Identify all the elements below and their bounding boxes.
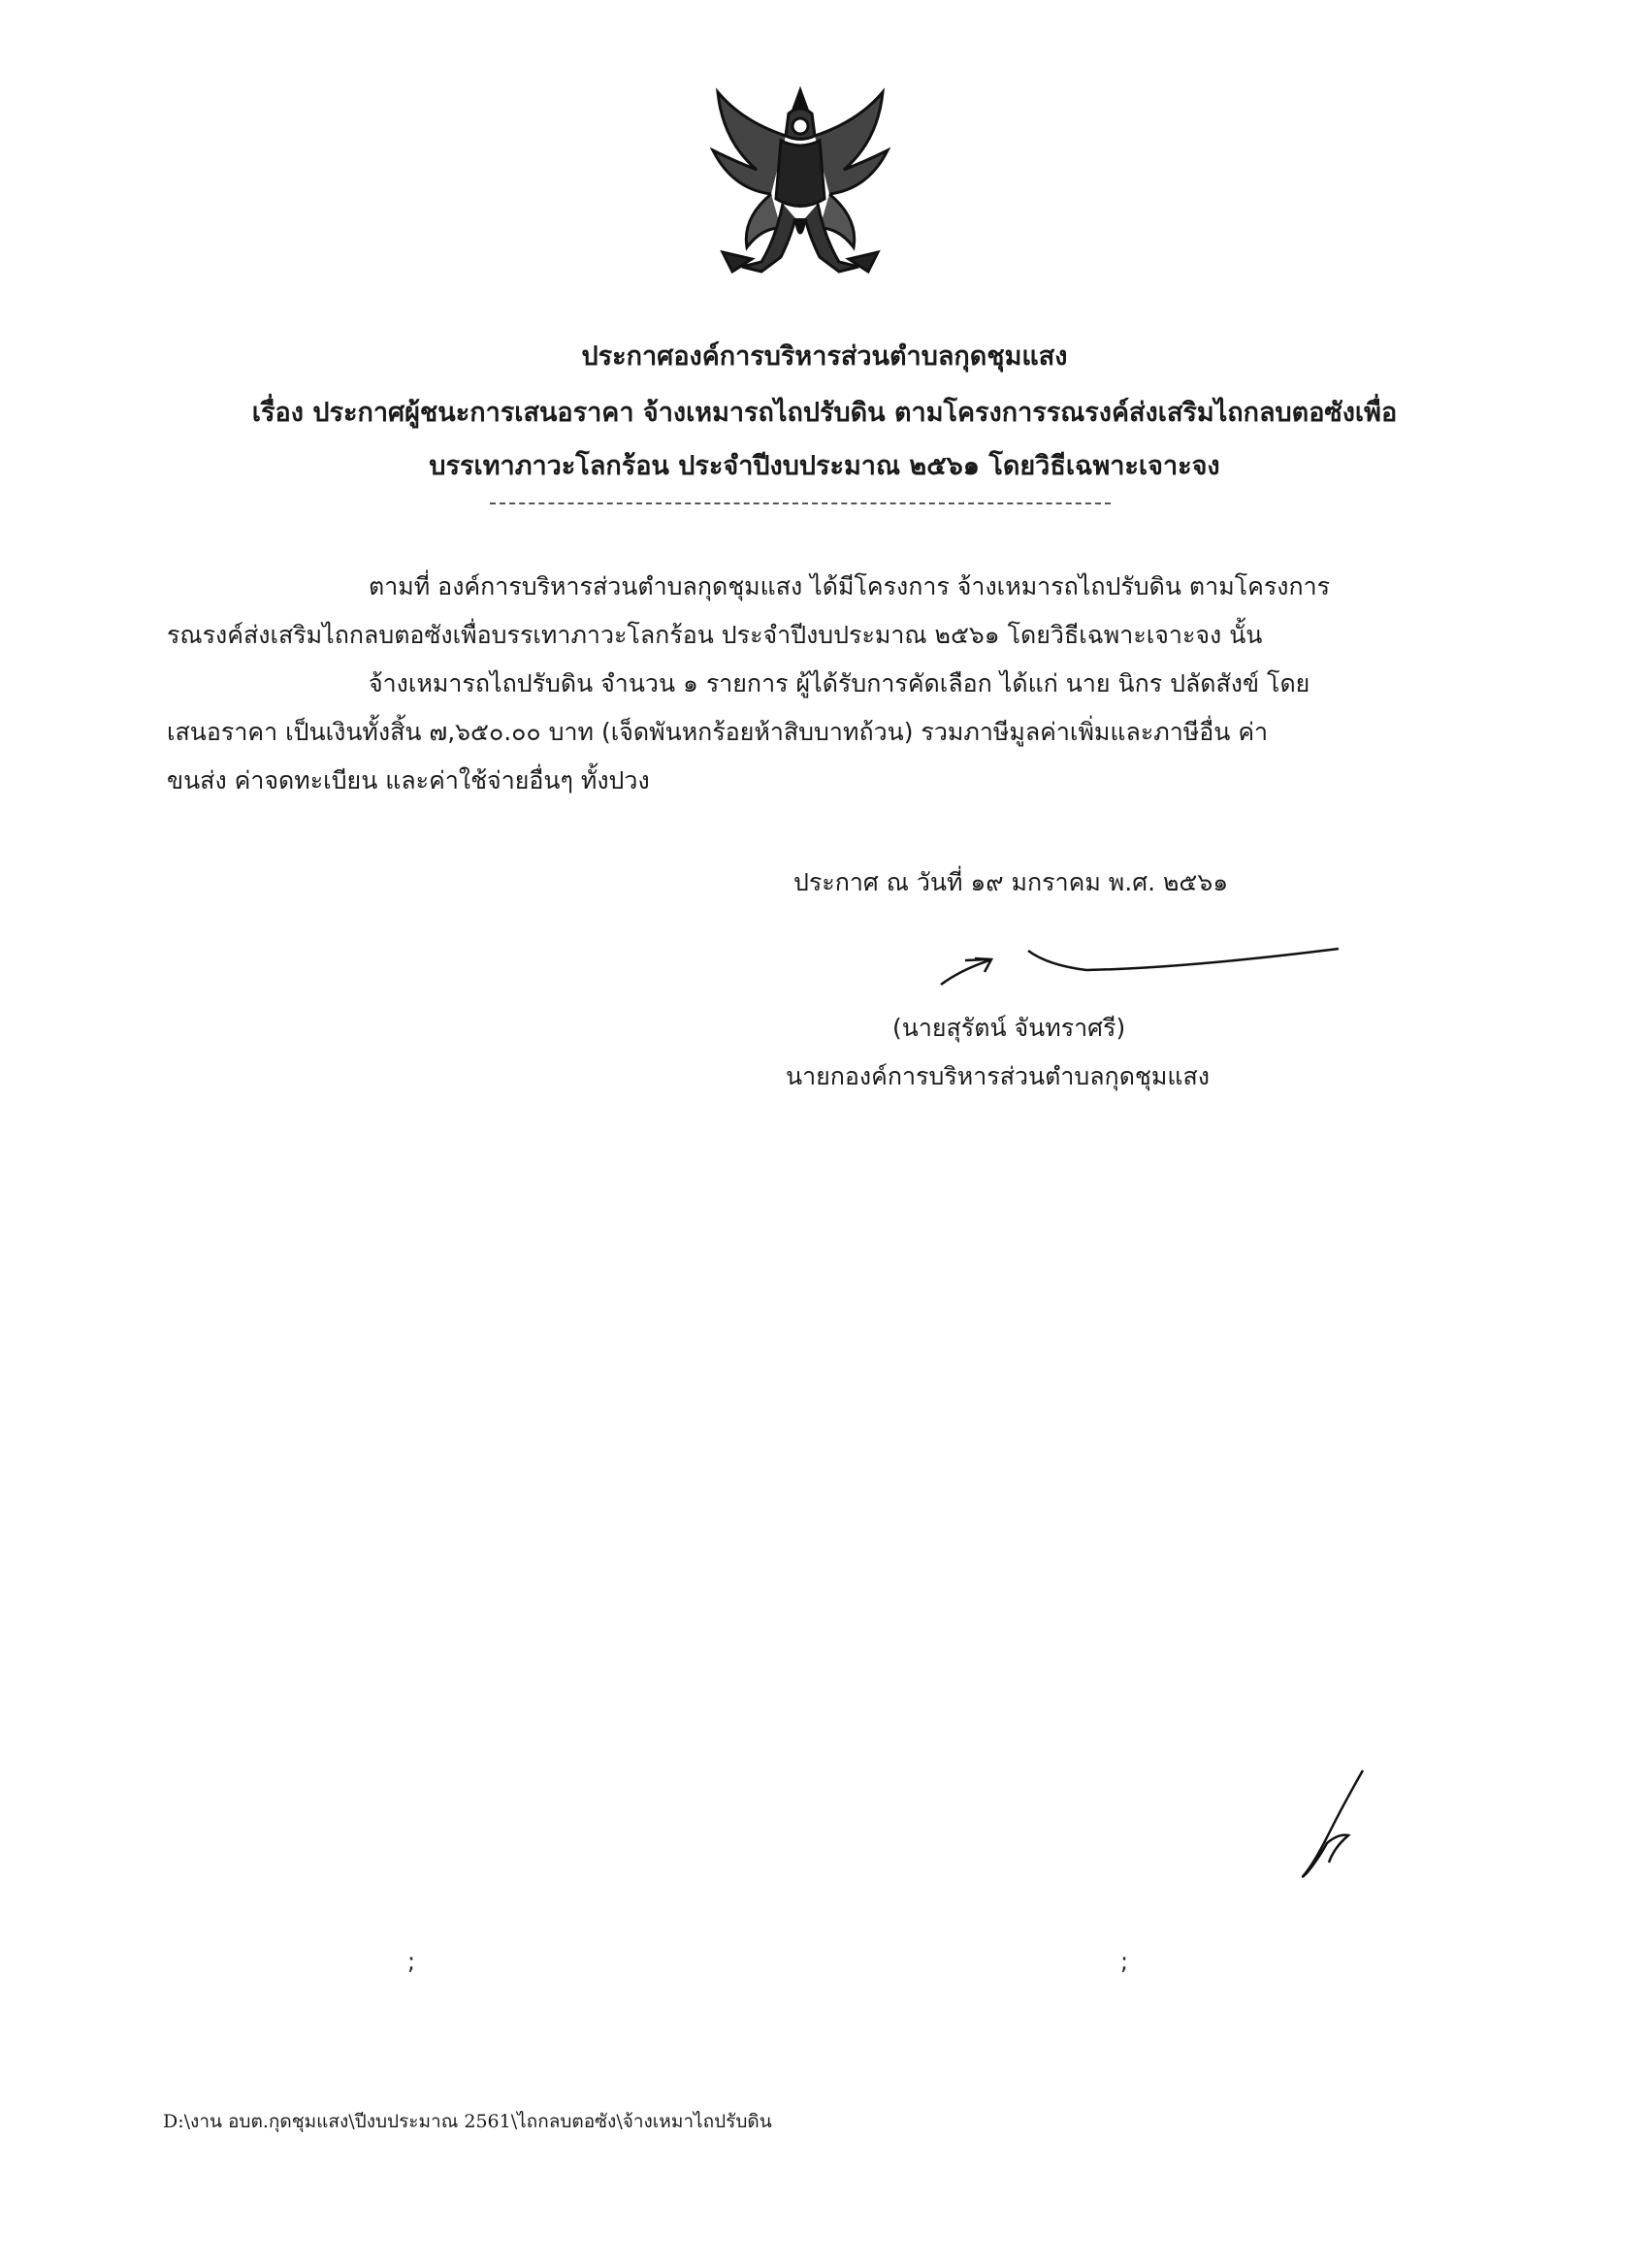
paragraph-1-line-1: ตามที่ องค์การบริหารส่วนตำบลกุดชุมแสง ได้มีโครงการ จ้างเหมารถไถปรับดิน ตามโครงการ [369,572,1331,600]
paragraph-2-line-3: ขนส่ง ค่าจดทะเบียน และค่าใช้จ่ายอื่นๆ ทั้งปวง [167,766,650,794]
paragraph-2-line-2: เสนอราคา เป็นเงินทั้งสิ้น ๗,๖๕๐.๐๐ บาท (เจ็ดพันหกร้อยห้าสิบบาทถ้วน) รวมภาษีมูลค่าเพิ่มและภาษีอื่น ค่า [167,718,1269,746]
announcement-subject: เรื่อง ประกาศผู้ชนะการเสนอราคา จ้างเหมารถไถปรับดิน ตามโครงการรณรงค์ส่งเสริมไถกลบตอซังเพื่อ [251,398,1398,428]
dashed-divider [490,502,1111,504]
announcement-date: ประกาศ ณ วันที่ ๑๙ มกราคม พ.ศ. ๒๕๖๑ [793,868,1229,896]
garuda-emblem-icon [703,82,897,286]
signer-name: (นายสุรัตน์ จันทราศรี) [892,1014,1126,1042]
announcement-title: ประกาศองค์การบริหารส่วนตำบลกุดชุมแสง [581,341,1068,372]
tick-mark-left: ; [407,1948,416,1975]
signer-title: นายกองค์การบริหารส่วนตำบลกุดชุมแสง [786,1062,1210,1090]
signature-mark [931,931,1348,999]
tick-mark-right: ; [1120,1948,1129,1975]
paragraph-1-line-2: รณรงค์ส่งเสริมไถกลบตอซังเพื่อบรรเทาภาวะโลกร้อน ประจำปีงบประมาณ ๒๕๖๑ โดยวิธีเฉพาะเจาะจง นั้น [167,621,1263,649]
paragraph-2-line-1: จ้างเหมารถไถปรับดิน จำนวน ๑ รายการ ผู้ได้รับการคัดเลือก ได้แก่ นาย นิกร ปลัดสังข์ โดย [369,669,1310,697]
announcement-subject-cont: บรรเทาภาวะโลกร้อน ประจำปีงบประมาณ ๒๕๖๑ โดยวิธีเฉพาะเจาะจง [429,451,1220,481]
initial-mark [1290,1766,1377,1882]
file-path-footer: D:\งาน อบต.กุดชุมแสง\ปีงบประมาณ 2561\ไถกลบตอซัง\จ้างเหมาไถปรับดิน [163,2111,772,2132]
